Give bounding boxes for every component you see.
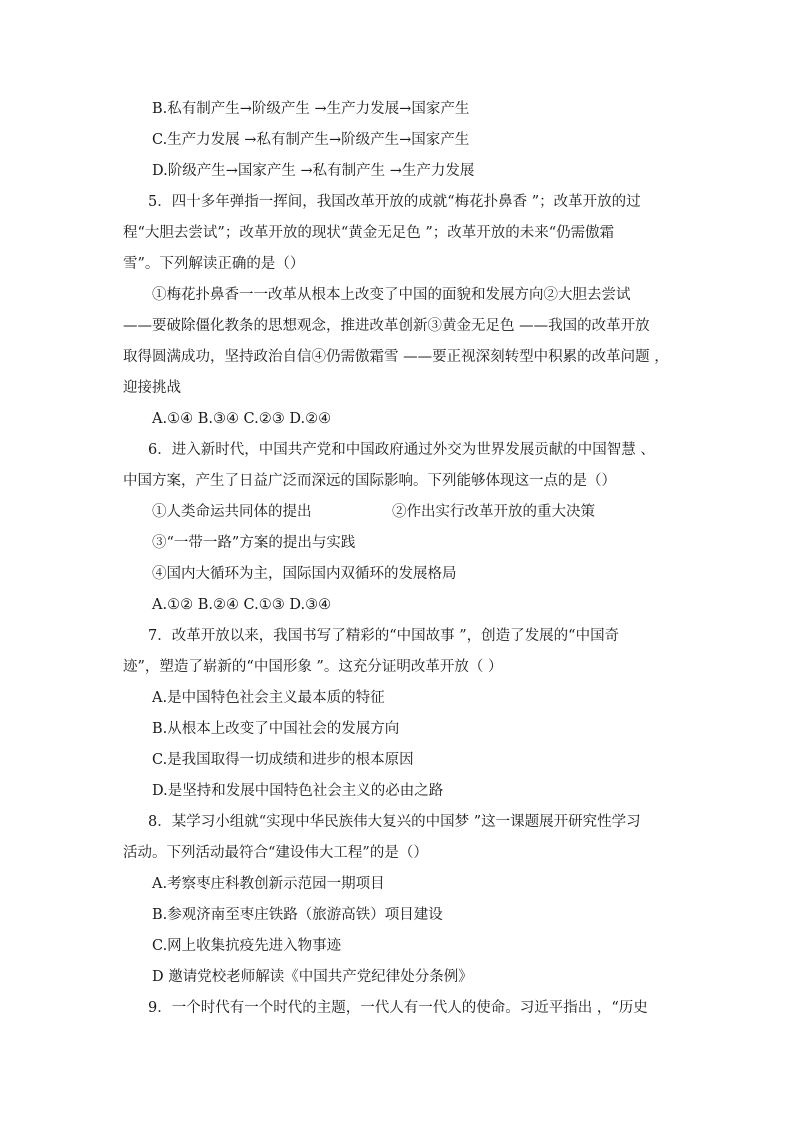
question-7-option-c: C.是我国取得一切成绩和进步的根本原因 [152, 752, 414, 768]
question-5-stem: 5．四十多年弹指一挥间，我国改革开放的成就“梅花扑鼻香 ”；改革开放的过 [148, 194, 641, 210]
question-5-statements-cont: 迎接挑战 [123, 380, 181, 396]
question-6-stem: 6．进入新时代，中国共产党和中国政府通过外交为世界发展贡献的中国智慧 、 [148, 442, 655, 458]
question-8-stem: 8．某学习小组就“实现中华民族伟大复兴的中国梦 ”这一课题展开研究性学习 [148, 814, 641, 830]
statement-3: ③“一带一路”方案的提出与实践 [152, 535, 356, 551]
statement-2: ②作出实行改革开放的重大决策 [392, 504, 595, 520]
question-8-stem-cont: 活动。下列活动最符合“建设伟大工程”的是（） [123, 845, 428, 861]
question-5-options: A.①④ B.③④ C.②③ D.②④ [152, 411, 332, 427]
statement-4: ④国内大循环为主，国际国内双循环的发展格局 [152, 566, 457, 582]
question-7-option-d: D.是坚持和发展中国特色社会主义的必由之路 [152, 783, 444, 799]
question-8-option-c: C.网上收集抗疫先进入物事迹 [152, 938, 342, 954]
question-6-options: A.①② B.②④ C.①③ D.③④ [152, 597, 332, 613]
question-5-stem-cont: 程“大胆去尝试”；改革开放的现状“黄金无足色 ”；改革开放的未来“仍需傲霜 [123, 225, 615, 241]
question-6-statement-row [152, 497, 754, 528]
question-8-option-a: A.考察枣庄科教创新示范园一期项目 [152, 876, 385, 892]
question-5-statements-cont: ——要破除僵化教条的思想观念，推进改革创新③黄金无足色 ——我国的改革开放 [123, 318, 650, 334]
question-9-stem: 9．一个时代有一个时代的主题，一代人有一代人的使命。习近平指出 ，“历史 [148, 1000, 648, 1016]
option-line: C.生产力发展 →私有制产生→阶级产生→国家产生 [152, 132, 470, 148]
question-5-statements: ①梅花扑鼻香一一改革从根本上改变了中国的面貌和发展方向②大胆去尝试 [152, 287, 631, 303]
option-line: D.阶级产生→国家产生 →私有制产生 →生产力发展 [152, 163, 475, 179]
statement-1: ①人类命运共同体的提出 [152, 504, 312, 520]
question-5-statements-cont: 取得圆满成功，坚持政治自信④仍需傲霜雪 ——要正视深刻转型中积累的改革问题 ， [123, 349, 669, 365]
question-7-stem: 7．改革开放以来，我国书写了精彩的“中国故事 ”，创造了发展的“中国奇 [148, 628, 620, 644]
question-8-option-d: D 邀请党校老师解读《中国共产党纪律处分条例》 [152, 969, 473, 985]
question-6-stem-cont: 中国方案，产生了日益广泛而深远的国际影响。下列能够体现这一点的是（） [123, 473, 616, 489]
question-8-option-b: B.参观济南至枣庄铁路（旅游高铁）项目建设 [152, 907, 443, 923]
question-7-option-a: A.是中国特色社会主义最本质的特征 [152, 690, 385, 706]
question-5-stem-cont: 雪”。下列解读正确的是（） [123, 256, 305, 272]
question-7-option-b: B.从根本上改变了中国社会的发展方向 [152, 721, 400, 737]
option-line: B.私有制产生→阶级产生 →生产力发展→国家产生 [152, 101, 470, 117]
question-7-stem-cont: 迹”，塑造了崭新的“中国形象 ”。这充分证明改革开放（ ） [123, 659, 503, 675]
